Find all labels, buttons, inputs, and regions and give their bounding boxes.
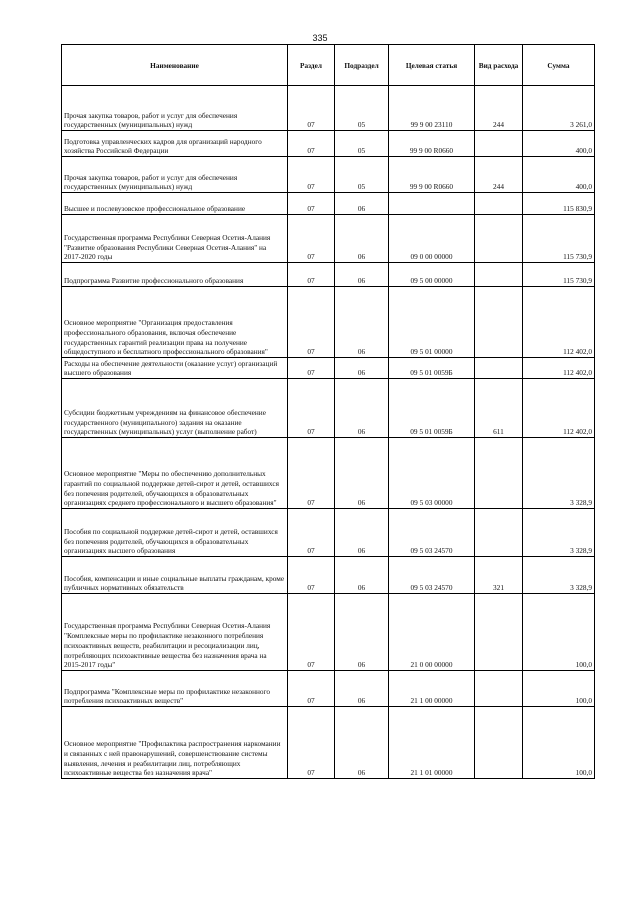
cell-name: Государственная программа Республики Северная Осетия-Алания "Развитие образования Республики Северная Осетия-Алания" на 2017-2020 годы [62,215,288,263]
table-row [62,263,595,287]
cell-vid-raskhoda [475,671,523,707]
cell-name: Основное мероприятие "Организация предоставления профессионального образования, включая обеспечение государственных гарантий реализации права на получение общедоступного и бесплатного профессионального образования" [62,287,288,358]
table-row [62,86,595,131]
cell-vid-raskhoda [475,509,523,557]
cell-name: Пособия по социальной поддержке детей-сирот и детей, оставшихся без попечения родителей, обучающихся в образовательных организациях высшего образования [62,509,288,557]
cell-razdel: 07 [288,671,335,707]
cell-podrazdel: 05 [335,131,389,157]
cell-summa: 3 328,9 [523,557,595,594]
table-row [62,594,595,671]
cell-summa: 112 402,0 [523,358,595,379]
cell-tselevaya-statya: 99 9 00 23110 [389,86,475,131]
page-number: 335 [312,33,328,43]
table-row [62,509,595,557]
cell-tselevaya-statya: 09 5 03 24570 [389,557,475,594]
cell-razdel: 07 [288,86,335,131]
header-summa: Сумма [523,45,595,86]
cell-tselevaya-statya [389,193,475,215]
cell-podrazdel: 06 [335,215,389,263]
cell-tselevaya-statya: 21 1 00 00000 [389,671,475,707]
table-row [62,671,595,707]
cell-podrazdel: 06 [335,263,389,287]
cell-summa: 112 402,0 [523,287,595,358]
cell-name: Прочая закупка товаров, работ и услуг для обеспечения государственных (муниципальных) нужд [62,157,288,193]
cell-razdel: 07 [288,215,335,263]
cell-summa: 115 730,9 [523,215,595,263]
cell-summa: 3 328,9 [523,438,595,509]
cell-summa: 400,0 [523,157,595,193]
cell-vid-raskhoda [475,358,523,379]
budget-table [61,44,595,779]
cell-tselevaya-statya: 09 5 00 00000 [389,263,475,287]
cell-summa: 400,0 [523,131,595,157]
table-row [62,131,595,157]
cell-name: Подпрограмма "Комплексные меры по профилактике незаконного потребления психоактивных веществ" [62,671,288,707]
cell-tselevaya-statya: 09 5 01 0059Б [389,379,475,438]
table-row [62,438,595,509]
cell-podrazdel: 06 [335,707,389,779]
cell-name: Высшее и послевузовское профессиональное образование [62,193,288,215]
cell-podrazdel: 06 [335,287,389,358]
cell-podrazdel: 06 [335,557,389,594]
cell-podrazdel: 05 [335,157,389,193]
cell-razdel: 07 [288,594,335,671]
header-tselevaya-statya: Целевая статья [389,45,475,86]
cell-summa: 112 402,0 [523,379,595,438]
cell-name: Пособия, компенсации и иные социальные выплаты гражданам, кроме публичных нормативных обязательств [62,557,288,594]
cell-summa: 100,0 [523,671,595,707]
cell-vid-raskhoda [475,438,523,509]
cell-razdel: 07 [288,509,335,557]
cell-summa: 3 261,0 [523,86,595,131]
cell-podrazdel: 06 [335,509,389,557]
cell-vid-raskhoda [475,263,523,287]
table-row [62,287,595,358]
header-vid-raskhoda: Вид расхода [475,45,523,86]
header-podrazdel: Подраздел [335,45,389,86]
cell-vid-raskhoda: 321 [475,557,523,594]
cell-name: Субсидии бюджетным учреждениям на финансовое обеспечение государственного (муниципального) задания на оказание государственных (муниципальных) услуг (выполнение работ) [62,379,288,438]
cell-razdel: 07 [288,438,335,509]
cell-razdel: 07 [288,193,335,215]
cell-vid-raskhoda [475,594,523,671]
cell-name: Прочая закупка товаров, работ и услуг для обеспечения государственных (муниципальных) нужд [62,86,288,131]
cell-vid-raskhoda [475,131,523,157]
header-razdel: Раздел [288,45,335,86]
cell-razdel: 07 [288,131,335,157]
cell-podrazdel: 05 [335,86,389,131]
cell-podrazdel: 06 [335,379,389,438]
cell-razdel: 07 [288,157,335,193]
cell-tselevaya-statya: 99 9 00 R0660 [389,157,475,193]
cell-vid-raskhoda: 244 [475,86,523,131]
cell-name: Государственная программа Республики Северная Осетия-Алания "Комплексные меры по профилактике незаконного потребления психоактивных веществ, реабилитации и ресоциализации лиц, потребляющих психоактивные вещества без назначения врача на 2015-2017 годы" [62,594,288,671]
cell-summa: 100,0 [523,594,595,671]
cell-razdel: 07 [288,557,335,594]
cell-tselevaya-statya: 09 0 00 00000 [389,215,475,263]
table-header-row [62,45,595,86]
cell-razdel: 07 [288,379,335,438]
table-row [62,215,595,263]
cell-vid-raskhoda [475,707,523,779]
cell-summa: 115 830,9 [523,193,595,215]
cell-name: Расходы на обеспечение деятельности (оказание услуг) организаций высшего образования [62,358,288,379]
table-row [62,358,595,379]
cell-podrazdel: 06 [335,358,389,379]
cell-summa: 100,0 [523,707,595,779]
cell-razdel: 07 [288,263,335,287]
table-row [62,707,595,779]
cell-razdel: 07 [288,287,335,358]
cell-tselevaya-statya: 09 5 01 00000 [389,287,475,358]
cell-vid-raskhoda: 611 [475,379,523,438]
table-row [62,379,595,438]
cell-name: Подпрограмма Развитие профессионального образования [62,263,288,287]
cell-vid-raskhoda: 244 [475,157,523,193]
cell-tselevaya-statya: 99 9 00 R0660 [389,131,475,157]
cell-tselevaya-statya: 09 5 01 0059Б [389,358,475,379]
cell-summa: 115 730,9 [523,263,595,287]
cell-vid-raskhoda [475,215,523,263]
table-row [62,557,595,594]
cell-tselevaya-statya: 21 1 01 00000 [389,707,475,779]
cell-razdel: 07 [288,707,335,779]
cell-name: Основное мероприятие "Профилактика распространения наркомании и связанных с ней правонарушений, совершенствование системы выявления, лечения и реабилитации лиц, потребляющих психоактивные вещества без назначения врача" [62,707,288,779]
cell-podrazdel: 06 [335,438,389,509]
cell-tselevaya-statya: 09 5 03 00000 [389,438,475,509]
table-row [62,193,595,215]
header-name: Наименование [62,45,288,86]
cell-summa: 3 328,9 [523,509,595,557]
cell-tselevaya-statya: 09 5 03 24570 [389,509,475,557]
cell-name: Основное мероприятие "Меры по обеспечению дополнительных гарантий по социальной поддержке детей-сирот и детей, оставшихся без попечения родителей, обучающихся в образовательных организациях среднего профессионального и высшего образования" [62,438,288,509]
table-row [62,157,595,193]
cell-podrazdel: 06 [335,594,389,671]
cell-vid-raskhoda [475,287,523,358]
cell-name: Подготовка управленческих кадров для организаций народного хозяйства Российской Федерации [62,131,288,157]
cell-vid-raskhoda [475,193,523,215]
cell-podrazdel: 06 [335,193,389,215]
cell-podrazdel: 06 [335,671,389,707]
cell-tselevaya-statya: 21 0 00 00000 [389,594,475,671]
cell-razdel: 07 [288,358,335,379]
